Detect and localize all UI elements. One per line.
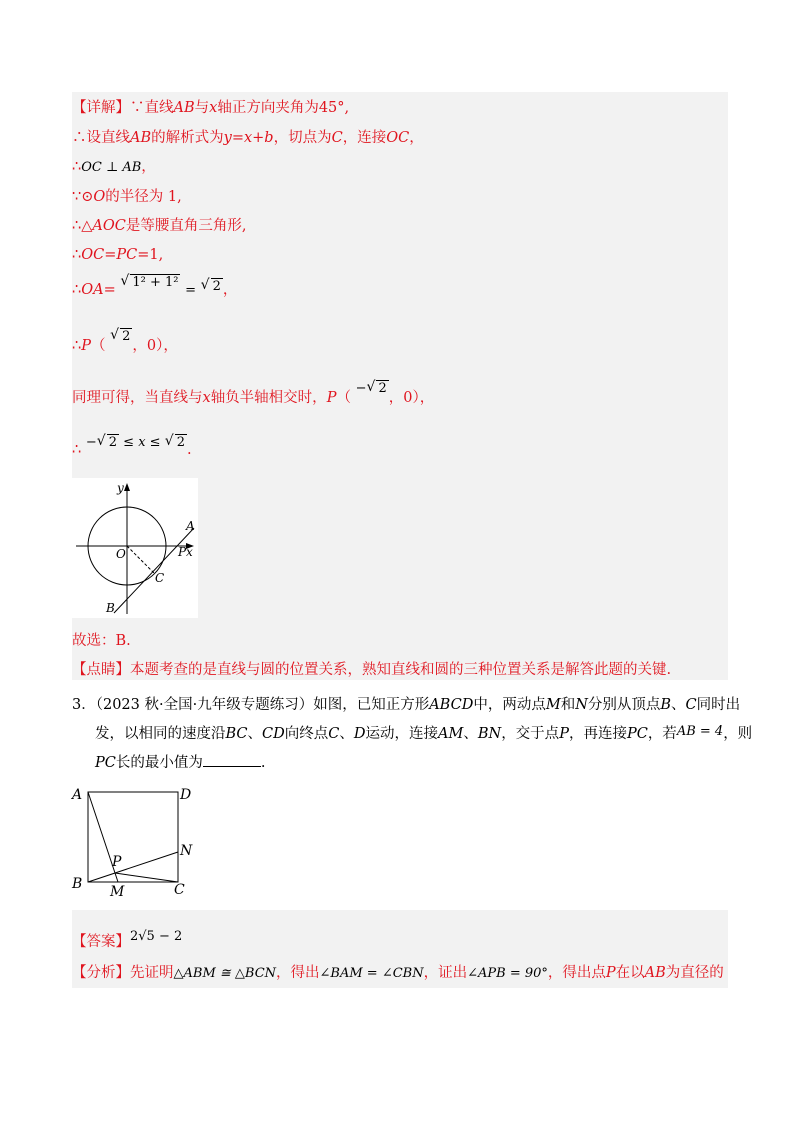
figure2-label-a: A bbox=[72, 787, 83, 803]
solution-line-2: ∴设直线AB的解析式为y=x+b，切点为C，连接OC， bbox=[72, 130, 424, 146]
square-figure bbox=[70, 782, 200, 902]
figure2-label-m: M bbox=[110, 884, 125, 900]
analysis-line: 【分析】先证明△ABM ≅ △BCN，得出∠BAM = ∠CBN，证出∠APB = 90°，得出点P在以AB为直径的 bbox=[72, 965, 724, 981]
answer-value: 2√5 − 2 bbox=[130, 929, 183, 944]
solution-line-1: 【详解】∵直线AB与x轴正方向夹角为45°, bbox=[72, 100, 350, 116]
figure1-label-p: P bbox=[178, 545, 187, 559]
problem3-line-3: PC长的最小值为 . bbox=[95, 752, 265, 773]
figure2-label-c: C bbox=[174, 882, 185, 898]
figure1-label-x: x bbox=[186, 545, 193, 559]
solution-line-7: ∴OA= √ 1² + 1² = √ 2 ， bbox=[72, 273, 238, 298]
figure2-label-b: B bbox=[72, 876, 83, 892]
solution-line-6: ∴OC=PC=1, bbox=[72, 247, 164, 263]
solution-line-3: ∴OC ⊥ AB， bbox=[72, 159, 156, 175]
problem3-line-2: 发，以相同的速度沿BC、CD向终点C、D运动，连接AM、BN，交于点P，再连接PC，若AB = 4，则 bbox=[95, 724, 753, 742]
figure2-label-n: N bbox=[180, 843, 193, 859]
answer-line bbox=[72, 926, 183, 950]
solution-line-9: 同理可得，当直线与x轴负半轴相交时，P（ − √ 2，0）， bbox=[72, 379, 435, 406]
problem3-line-1: 3．（2023 秋·全国·九年级专题练习）如图，已知正方形ABCD中，两动点M和N分别从顶点B、C同时出 bbox=[72, 697, 741, 713]
answer-blank[interactable] bbox=[203, 752, 261, 767]
figure1-label-c: C bbox=[155, 571, 165, 585]
figure1-label-o: O bbox=[116, 547, 126, 561]
solution-line-4: ∵⊙O的半径为 1, bbox=[72, 189, 182, 205]
circle-tangent-figure bbox=[72, 478, 198, 618]
choice-line: 故选：B. bbox=[72, 633, 131, 649]
figure1-label-b: B bbox=[106, 601, 115, 615]
comment-line: 【点睛】本题考查的是直线与圆的位置关系，熟知直线和圆的三种位置关系是解答此题的关键. bbox=[72, 662, 672, 678]
figure1-label-a: A bbox=[186, 519, 195, 533]
answer-tag: 【答案】 bbox=[72, 934, 130, 950]
figure1-label-y: y bbox=[117, 481, 124, 495]
figure2-label-p: P bbox=[112, 854, 122, 870]
solution-line-10: ∴ − √ 2 ≤ x ≤ √ 2 . bbox=[72, 433, 192, 458]
solution-line-5: ∴△AOC是等腰直角三角形, bbox=[72, 218, 247, 234]
figure2-label-d: D bbox=[180, 787, 192, 803]
solution-line-8: ∴P（ √ 2，0）， bbox=[72, 327, 178, 354]
